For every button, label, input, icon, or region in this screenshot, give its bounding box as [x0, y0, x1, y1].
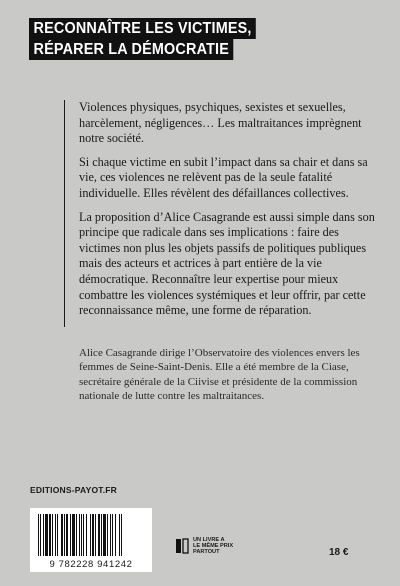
blurb-paragraph: La proposition d’Alice Casagrande est aussi simple dans son principe que radicale dans ses implications : faire des victimes non plus les objets passifs de politiques publiques mais des acteurs et actrices à part entière de la vie démocratique. Reconnaître leur expertise pour mieux combattre les violences systémiques et leur offrir, par cette reconnaissance même, une forme de réparation.: [79, 209, 375, 318]
blurb-paragraph: Si chaque victime en subit l’impact dans sa chair et dans sa vie, ces violences ne relèvent pas de la seule fatalité individuelle. Elles révèlent des défaillances collectives.: [79, 154, 368, 200]
publisher-website: EDITIONS-PAYOT.FR: [30, 485, 117, 495]
author-bio-text: Alice Casagrande dirige l’Observatoire des violences envers les femmes de Seine-Saint-Denis. Elle a été membre de la Ciase, secrétaire générale de la Ciivise et présidente de la commission nationale de lutte contre les maltraitances.: [79, 347, 360, 403]
barcode-icon: [36, 514, 146, 556]
prix-unique-line-2: LE MÊME PRIX: [193, 543, 234, 550]
blurb-paragraph: Violences physiques, psychiques, sexistes et sexuelles, harcèlement, négligences… Les maltraitances imprègnent notre société.: [79, 100, 362, 146]
isbn-barcode: [30, 508, 152, 572]
book-price-icon: [176, 538, 189, 554]
book-price: 18 €: [329, 547, 349, 558]
title-line-2: RÉPARER LA DÉMOCRATIE: [29, 39, 234, 60]
prix-unique-line-1: UN LIVRE A: [193, 537, 225, 543]
isbn-number: 9 782228 941242: [49, 559, 133, 570]
title-line-1: RECONNAÎTRE LES VICTIMES,: [29, 18, 256, 39]
prix-unique-logo: [176, 537, 233, 556]
author-bio: [79, 346, 360, 404]
back-cover-blurb: [64, 100, 375, 327]
prix-unique-line-3: PARTOUT: [193, 549, 220, 556]
book-title: [29, 18, 281, 60]
